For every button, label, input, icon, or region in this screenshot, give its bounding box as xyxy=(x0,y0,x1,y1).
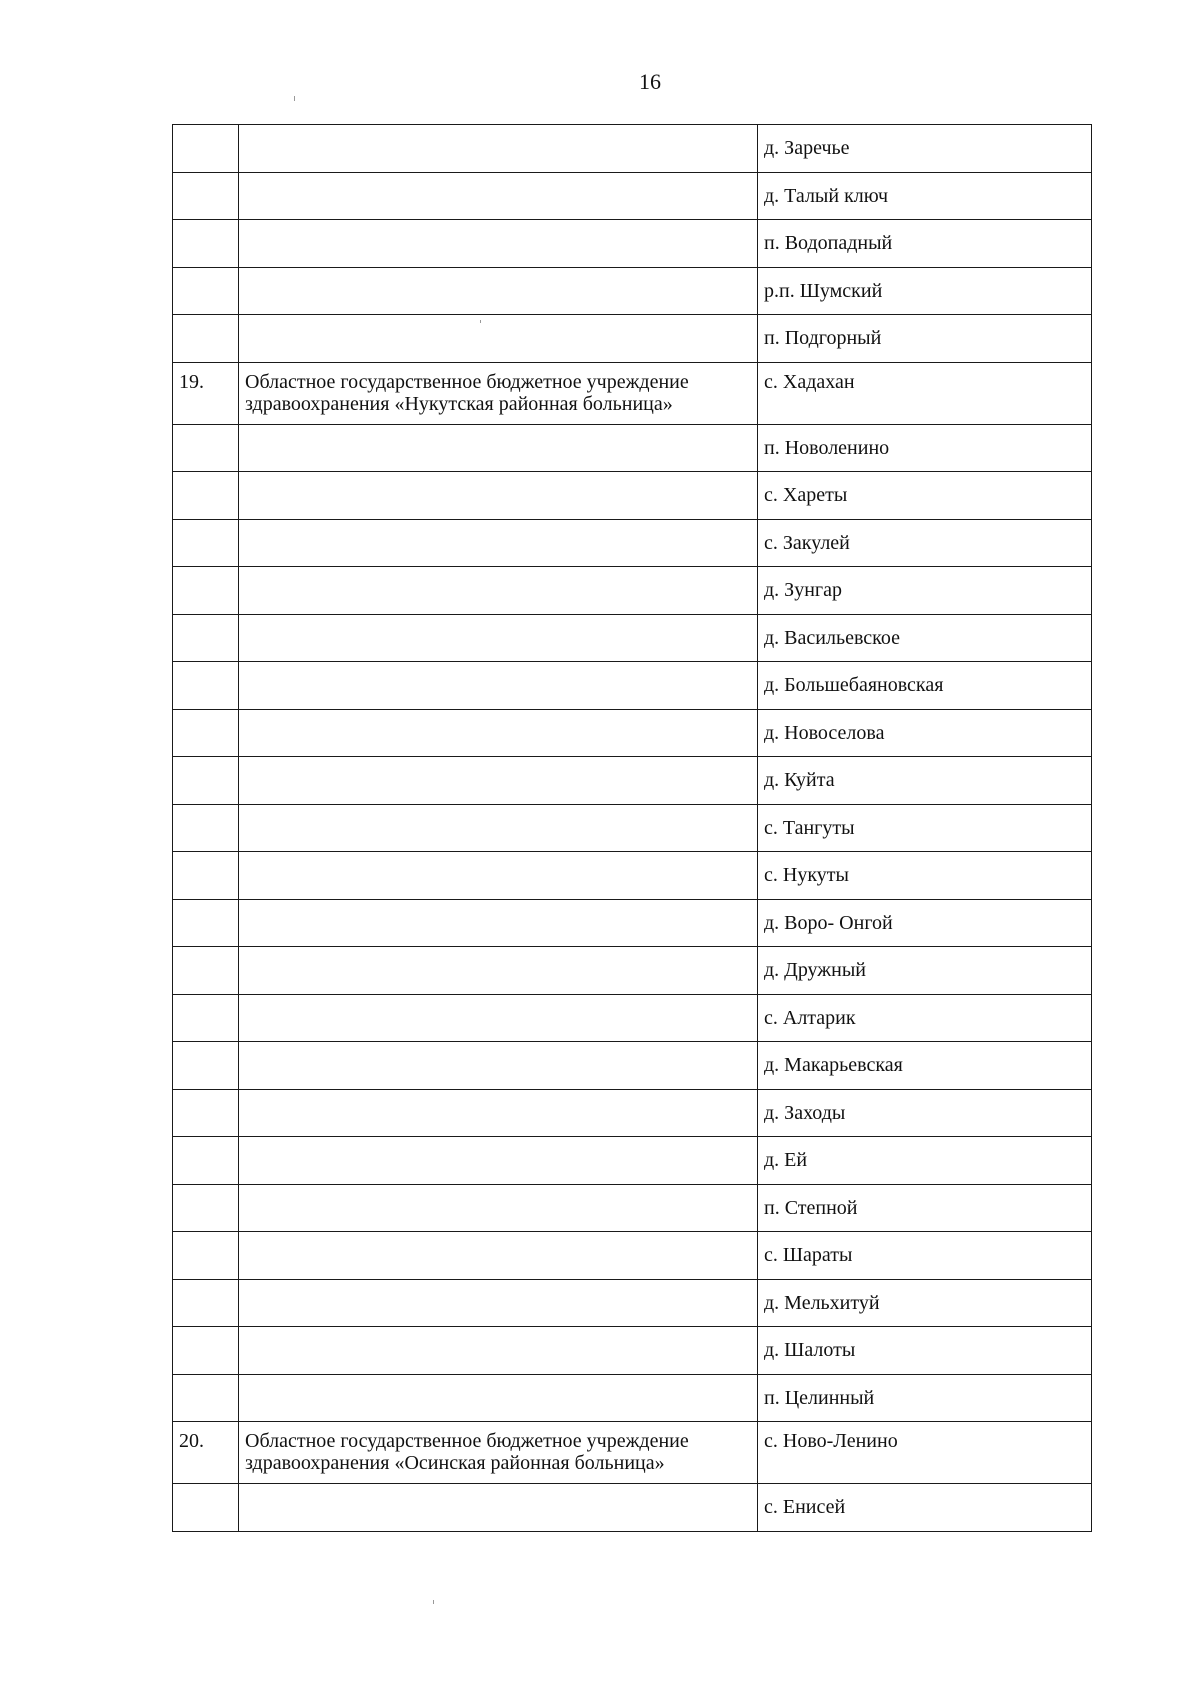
settlement-cell: д. Талый ключ xyxy=(758,172,1092,220)
settlement-cell: д. Заречье xyxy=(758,125,1092,173)
organization-cell xyxy=(239,1089,758,1137)
organization-cell xyxy=(239,1374,758,1422)
row-number-cell xyxy=(173,220,239,268)
table-row xyxy=(173,709,1092,757)
row-number-cell xyxy=(173,519,239,567)
settlement-cell: с. Ново-Ленино xyxy=(758,1422,1092,1484)
row-number-cell xyxy=(173,567,239,615)
table-row xyxy=(173,424,1092,472)
row-number-cell xyxy=(173,614,239,662)
settlement-cell: д. Дружный xyxy=(758,947,1092,995)
table-row xyxy=(173,567,1092,615)
settlement-cell: с. Хареты xyxy=(758,472,1092,520)
row-number-cell xyxy=(173,947,239,995)
scan-speck xyxy=(294,96,295,101)
row-number-cell xyxy=(173,899,239,947)
row-number-cell: 19. xyxy=(173,362,239,424)
organization-cell xyxy=(239,1137,758,1185)
row-number-cell xyxy=(173,1089,239,1137)
organization-cell xyxy=(239,472,758,520)
table-row xyxy=(173,1042,1092,1090)
settlement-cell: п. Целинный xyxy=(758,1374,1092,1422)
organization-cell: Областное государственное бюджетное учреждение здравоохранения «Осинская районная больница» xyxy=(239,1422,758,1484)
settlement-cell: п. Новоленино xyxy=(758,424,1092,472)
table-row xyxy=(173,472,1092,520)
table-row xyxy=(173,362,1092,424)
table-row xyxy=(173,757,1092,805)
organization-cell xyxy=(239,220,758,268)
settlement-cell: д. Макарьевская xyxy=(758,1042,1092,1090)
organization-cell xyxy=(239,424,758,472)
organization-cell xyxy=(239,125,758,173)
row-number-cell xyxy=(173,1279,239,1327)
organization-cell: Областное государственное бюджетное учреждение здравоохранения «Нукутская районная больница» xyxy=(239,362,758,424)
table-row xyxy=(173,1279,1092,1327)
settlement-cell: д. Ей xyxy=(758,1137,1092,1185)
organization-cell xyxy=(239,1184,758,1232)
page-number: 16 xyxy=(639,69,661,94)
row-number-cell xyxy=(173,267,239,315)
settlement-cell: д. Куйта xyxy=(758,757,1092,805)
settlement-cell: с. Закулей xyxy=(758,519,1092,567)
organization-cell xyxy=(239,899,758,947)
table-row xyxy=(173,519,1092,567)
settlement-cell: д. Зунгар xyxy=(758,567,1092,615)
settlement-cell: д. Васильевское xyxy=(758,614,1092,662)
table-row xyxy=(173,1184,1092,1232)
organization-cell xyxy=(239,804,758,852)
table-row xyxy=(173,947,1092,995)
table-row xyxy=(173,1484,1092,1532)
row-number-cell xyxy=(173,852,239,900)
table-row xyxy=(173,899,1092,947)
organization-cell xyxy=(239,709,758,757)
row-number-cell xyxy=(173,315,239,363)
row-number-cell xyxy=(173,1374,239,1422)
settlement-cell: п. Степной xyxy=(758,1184,1092,1232)
organization-cell xyxy=(239,519,758,567)
table-row xyxy=(173,1422,1092,1484)
scan-speck xyxy=(433,1600,434,1604)
settlement-cell: д. Воро- Онгой xyxy=(758,899,1092,947)
settlement-cell: с. Енисей xyxy=(758,1484,1092,1532)
row-number-cell xyxy=(173,804,239,852)
table-row xyxy=(173,804,1092,852)
organization-cell xyxy=(239,662,758,710)
table-row xyxy=(173,172,1092,220)
settlement-cell: д. Заходы xyxy=(758,1089,1092,1137)
row-number-cell: 20. xyxy=(173,1422,239,1484)
settlement-cell: д. Шалоты xyxy=(758,1327,1092,1375)
organization-cell xyxy=(239,267,758,315)
table-row xyxy=(173,852,1092,900)
settlement-cell: с. Хадахан xyxy=(758,362,1092,424)
row-number-cell xyxy=(173,472,239,520)
table-row xyxy=(173,1327,1092,1375)
table-row xyxy=(173,267,1092,315)
settlement-cell: д. Новоселова xyxy=(758,709,1092,757)
settlement-cell: д. Мельхитуй xyxy=(758,1279,1092,1327)
row-number-cell xyxy=(173,662,239,710)
table-row xyxy=(173,1137,1092,1185)
organization-cell xyxy=(239,1327,758,1375)
table-row xyxy=(173,614,1092,662)
settlement-cell: р.п. Шумский xyxy=(758,267,1092,315)
organization-cell xyxy=(239,567,758,615)
table-row xyxy=(173,1089,1092,1137)
organization-cell xyxy=(239,614,758,662)
settlements-table xyxy=(172,124,1092,1532)
organization-cell xyxy=(239,1042,758,1090)
table-row xyxy=(173,1374,1092,1422)
organization-cell xyxy=(239,315,758,363)
organization-cell xyxy=(239,852,758,900)
settlement-cell: п. Подгорный xyxy=(758,315,1092,363)
settlement-cell: с. Алтарик xyxy=(758,994,1092,1042)
row-number-cell xyxy=(173,994,239,1042)
row-number-cell xyxy=(173,709,239,757)
table-row xyxy=(173,220,1092,268)
row-number-cell xyxy=(173,1184,239,1232)
settlement-cell: д. Большебаяновская xyxy=(758,662,1092,710)
row-number-cell xyxy=(173,125,239,173)
row-number-cell xyxy=(173,1484,239,1532)
table-row xyxy=(173,1232,1092,1280)
organization-cell xyxy=(239,994,758,1042)
organization-cell xyxy=(239,757,758,805)
table-row xyxy=(173,994,1092,1042)
settlement-cell: с. Шараты xyxy=(758,1232,1092,1280)
table-body xyxy=(173,125,1092,1532)
settlement-cell: п. Водопадный xyxy=(758,220,1092,268)
organization-cell xyxy=(239,1232,758,1280)
row-number-cell xyxy=(173,424,239,472)
organization-cell xyxy=(239,947,758,995)
settlement-cell: с. Нукуты xyxy=(758,852,1092,900)
table-row xyxy=(173,662,1092,710)
table-row xyxy=(173,125,1092,173)
row-number-cell xyxy=(173,757,239,805)
organization-cell xyxy=(239,1484,758,1532)
settlement-cell: с. Тангуты xyxy=(758,804,1092,852)
organization-cell xyxy=(239,1279,758,1327)
row-number-cell xyxy=(173,1327,239,1375)
row-number-cell xyxy=(173,1137,239,1185)
row-number-cell xyxy=(173,1042,239,1090)
row-number-cell xyxy=(173,1232,239,1280)
organization-cell xyxy=(239,172,758,220)
row-number-cell xyxy=(173,172,239,220)
table-row xyxy=(173,315,1092,363)
scan-speck xyxy=(480,320,481,323)
